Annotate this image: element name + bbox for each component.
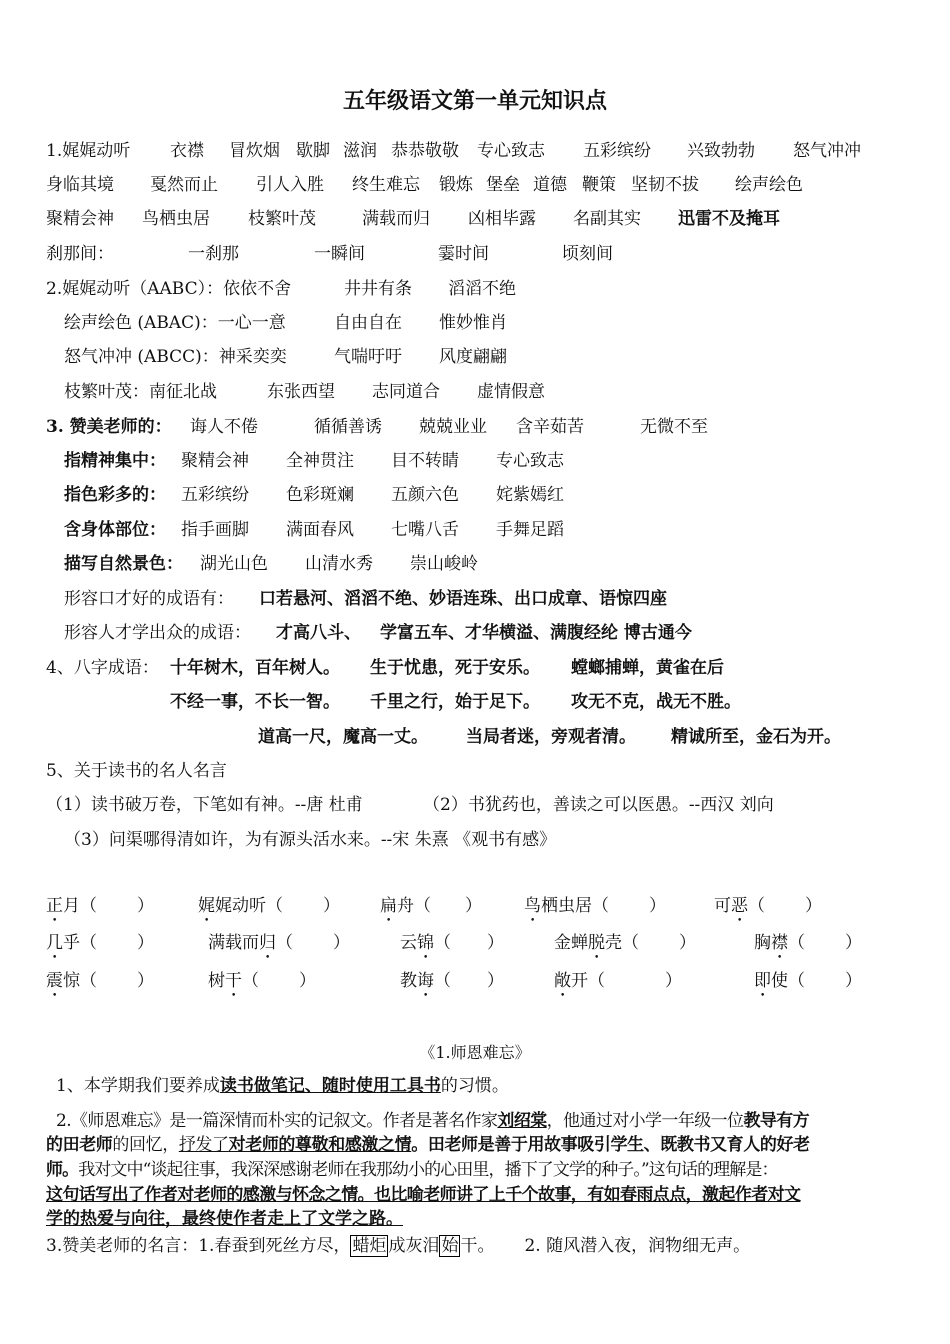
category-label: 描写自然景色： [64, 554, 183, 574]
word: 目不转睛 [391, 451, 459, 471]
word: 怒气冲冲 [793, 141, 861, 161]
lesson-paragraph-2-cont: 师。我对文中“谈起往事，我深深感谢老师在我那幼小的心田里，播下了文学的种子。”这句话的理解是： [46, 1160, 778, 1180]
word: 全神贯注 [286, 451, 354, 471]
word: 堡垒 [486, 175, 520, 195]
word: 枝繁叶茂 [248, 209, 316, 229]
pinyin-item: 胸襟（ ） [754, 933, 862, 953]
word: 锻炼 [439, 175, 473, 195]
quote: （2）书犹药也，善读之可以医愚。--西汉 刘向 [423, 795, 774, 815]
pinyin-item: 几乎（ ） [46, 933, 154, 953]
pinyin-item: 敞开（ ） [554, 971, 682, 991]
pinyin-item: 金蝉脱壳（ ） [554, 933, 696, 953]
word: 霎时间 [438, 244, 489, 264]
word: 气喘吁吁 [334, 347, 402, 367]
word: 凶相毕露 [468, 209, 536, 229]
quote: （3）问渠哪得清如许，为有源头活水来。--宋 朱熹 《观书有感》 [64, 830, 557, 850]
word: 1.娓娓动听 [46, 141, 131, 161]
word: 五颜六色 [391, 485, 459, 505]
pinyin-item: 教诲（ ） [400, 971, 504, 991]
section-heading: 3. 赞美老师的： [46, 417, 172, 437]
word: 风度翩翩 [439, 347, 507, 367]
word: 滋润 [343, 141, 377, 161]
word: 衣襟 [170, 141, 204, 161]
pinyin-item: 扁舟（ ） [380, 896, 482, 916]
word: 戛然而止 [150, 175, 218, 195]
proverb: 攻无不克，战无不胜。 [571, 692, 741, 712]
word: 五彩缤纷 [181, 485, 249, 505]
idiom-list: 口若悬河、滔滔不绝、妙语连珠、出口成章、语惊四座 [259, 589, 667, 609]
word: 兴致勃勃 [687, 141, 755, 161]
pinyin-item: 震惊（ ） [46, 971, 154, 991]
word: 聚精会神 [181, 451, 249, 471]
pinyin-item: 满载而归（ ） [208, 933, 350, 953]
proverb: 千里之行，始于足下。 [370, 692, 540, 712]
proverb: 道高一尺，魔高一丈。 [258, 727, 428, 747]
pinyin-item: 树干（ ） [208, 971, 316, 991]
proverb: 生于忧患，死于安乐。 [370, 658, 540, 678]
word: 冒炊烟 [229, 141, 280, 161]
word: 坚韧不拔 [631, 175, 699, 195]
word: 五彩缤纷 [583, 141, 651, 161]
word: 聚精会神 [46, 209, 114, 229]
lesson-paragraph-3: 3.赞美老师的名言：1.春蚕到死丝方尽， 蜡炬 成灰泪 始 干。 2. 随风潜入夜，润物细无声。 [46, 1236, 751, 1256]
word: 道德 [533, 175, 567, 195]
proverb: 精诚所至，金石为开。 [671, 727, 841, 747]
word: 井井有条 [344, 279, 412, 299]
lesson-paragraph-1: 1、本学期我们要养成读书做笔记、随时使用工具书的习惯。 [56, 1076, 509, 1096]
lesson-paragraph-2-cont: 的田老师的回忆，抒发了对老师的尊敬和感激之情。田老师是善于用故事吸引学生、既教书又育人的好老 [46, 1135, 810, 1155]
word: 无微不至 [640, 417, 708, 437]
word: 顷刻间 [562, 244, 613, 264]
word: 七嘴八舌 [391, 520, 459, 540]
word: 绘声绘色 (ABAC)：一心一意 [64, 313, 286, 333]
lesson-title: 《1.师恩难忘》 [419, 1043, 531, 1062]
word: 鸟栖虫居 [142, 209, 210, 229]
category-label: 形容口才好的成语有： [64, 589, 234, 609]
word: 恭恭敬敬 [391, 141, 459, 161]
word: 终生难忘 [352, 175, 420, 195]
section-heading: 4、八字成语： [46, 658, 159, 678]
word: 自由自在 [334, 313, 402, 333]
category-label: 形容人才学出众的成语： [64, 623, 251, 643]
word: 姹紫嫣红 [496, 485, 564, 505]
word: 兢兢业业 [419, 417, 487, 437]
word: 绘声绘色 [735, 175, 803, 195]
word: 鞭策 [582, 175, 616, 195]
word: 名副其实 [573, 209, 641, 229]
word: 身临其境 [46, 175, 114, 195]
word: 专心致志 [477, 141, 545, 161]
quote: （1）读书破万卷，下笔如有神。--唐 杜甫 [46, 795, 363, 815]
word: 迅雷不及掩耳 [678, 209, 780, 229]
pinyin-item: 即使（ ） [754, 971, 862, 991]
word: 专心致志 [496, 451, 564, 471]
word: 东张西望 [267, 382, 335, 402]
word: 含辛茹苦 [516, 417, 584, 437]
word: 歇脚 [296, 141, 330, 161]
word: 手舞足蹈 [496, 520, 564, 540]
word: 满载而归 [362, 209, 430, 229]
word: 惟妙惟肖 [439, 313, 507, 333]
word: 山清水秀 [305, 554, 373, 574]
proverb: 螳螂捕蝉，黄雀在后 [571, 658, 724, 678]
lesson-answer: 学的热爱与向往，最终使作者走上了文学之路。 [46, 1209, 403, 1229]
lesson-answer: 这句话写出了作者对老师的感激与怀念之情。也比喻老师讲了上千个故事，有如春雨点点，激起作者对文 [46, 1185, 801, 1205]
page-title: 五年级语文第一单元知识点 [342, 89, 607, 114]
word: 满面春风 [286, 520, 354, 540]
word: 一瞬间 [314, 244, 365, 264]
word: 刹那间： [46, 244, 114, 264]
word: 色彩斑斓 [286, 485, 354, 505]
pinyin-item: 云锦（ ） [400, 933, 504, 953]
proverb: 当局者迷，旁观者清。 [466, 727, 636, 747]
pinyin-item: 可恶（ ） [714, 896, 822, 916]
word: 指手画脚 [181, 520, 249, 540]
word: 一刹那 [188, 244, 239, 264]
category-label: 指精神集中： [64, 451, 166, 471]
proverb: 不经一事，不长一智。 [170, 692, 340, 712]
category-label: 含身体部位： [64, 520, 166, 540]
pinyin-item: 正月（ ） [46, 896, 154, 916]
word: 怒气冲冲 (ABCC)：神采奕奕 [64, 347, 287, 367]
word: 枝繁叶茂：南征北战 [64, 382, 217, 402]
pinyin-item: 鸟栖虫居（ ） [524, 896, 666, 916]
idiom-list: 学富五车、才华横溢、满腹经纶 博古通今 [380, 623, 692, 643]
idiom-list: 才高八斗、 [276, 623, 361, 643]
word: 志同道合 [372, 382, 440, 402]
word: 滔滔不绝 [448, 279, 516, 299]
word: 2.娓娓动听（AABC）：依依不舍 [46, 279, 292, 299]
word: 崇山峻岭 [410, 554, 478, 574]
word: 虚情假意 [477, 382, 545, 402]
category-label: 指色彩多的： [64, 485, 166, 505]
word: 引人入胜 [256, 175, 324, 195]
word: 湖光山色 [200, 554, 268, 574]
lesson-paragraph-2: 2.《师恩难忘》是一篇深情而朴实的记叙文。作者是著名作家刘绍棠，他通过对小学一年级一位教导有方 [56, 1111, 810, 1131]
section-heading: 5、关于读书的名人名言 [46, 761, 227, 781]
word: 循循善诱 [314, 417, 382, 437]
pinyin-item: 娓娓动听（ ） [198, 896, 340, 916]
proverb: 十年树木，百年树人。 [170, 658, 340, 678]
word: 诲人不倦 [190, 417, 258, 437]
